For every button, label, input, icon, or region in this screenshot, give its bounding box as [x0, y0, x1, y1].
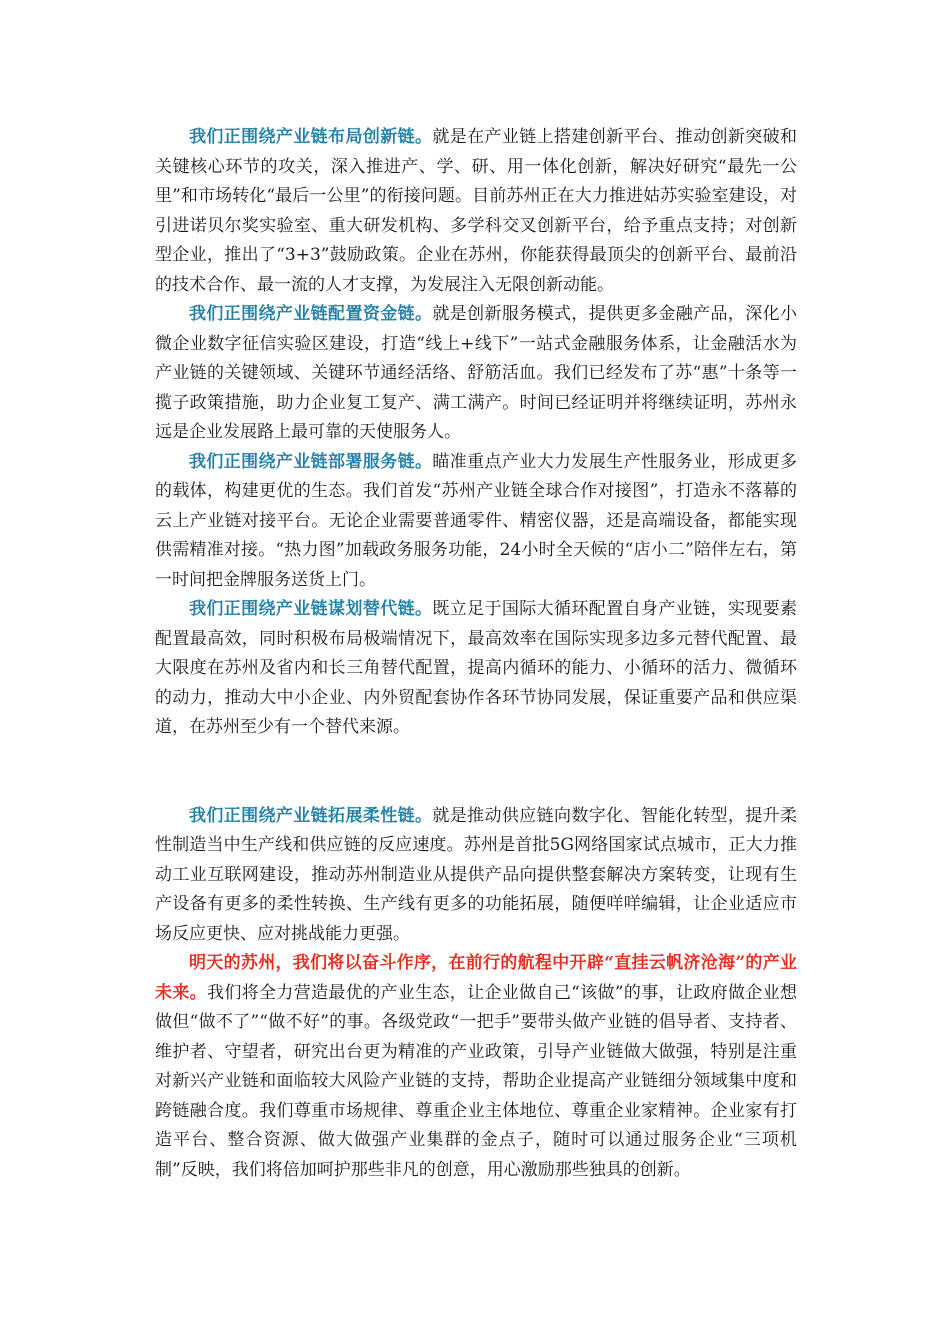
paragraph-flexible-chain [155, 802, 797, 950]
paragraph-body: 既立足于国际大循环配置自身产业链，实现要素配置最高效，同时积极布局极端情况下，最高效率在国际实现多边多元替代配置、最大限度在苏州及省内和长三角替代配置，提高内循环的能力、小循环的活力、微循环的动力，推动大中小企业、内外贸配套协作各环节协同发展，保证重要产品和供应渠道，在苏州至少有一个替代来源。 [155, 599, 798, 737]
paragraph-lead: 我们正围绕产业链布局创新链。 [189, 127, 433, 147]
paragraph-body: 就是在产业链上搭建创新平台、推动创新突破和关键核心环节的攻关，深入推进产、学、研、用一体化创新，解决好研究“最先一公里”和市场转化“最后一公里”的衔接问题。目前苏州正在大力推进姑苏实验室建设，对引进诺贝尔奖实验室、重大研发机构、多学科交叉创新平台，给予重点支持；对创新型企业，推出了“3+3”鼓励政策。企业在苏州，你能获得最顶尖的创新平台、最前沿的技术合作、最一流的人才支撑，为发展注入无限创新动能。 [155, 127, 798, 295]
paragraph-body: 就是创新服务模式，提供更多金融产品，深化小微企业数字征信实验区建设，打造“线上+线下”一站式金融服务体系，让金融活水为产业链的关键领域、关键环节通经活络、舒筋活血。我们已经发布了苏“惠”十条等一揽子政策措施，助力企业复工复产、满工满产。时间已经证明并将继续证明，苏州永远是企业发展路上最可靠的天使服务人。 [155, 304, 798, 442]
paragraph-lead: 明天的苏州，我们将以奋斗作序，在前行的航程中开辟“直挂云帆济沧海”的产业未来。 [155, 953, 797, 1003]
document-page [155, 123, 797, 1185]
paragraph-innovation-chain [155, 123, 797, 300]
paragraph-future-suzhou [155, 949, 797, 1185]
paragraph-lead: 我们正围绕产业链配置资金链。 [189, 304, 433, 324]
paragraph-body: 瞄准重点产业大力发展生产性服务业，形成更多的载体，构建更优的生态。我们首发“苏州产业链全球合作对接图”，打造永不落幕的云上产业链对接平台。无论企业需要普通零件、精密仪器，还是高端设备，都能实现供需精准对接。“热力图”加载政务服务功能，24小时全天候的“店小二”陪伴左右，第一时间把金牌服务送货上门。 [155, 451, 798, 590]
paragraph-lead: 我们正围绕产业链部署服务链。 [189, 451, 433, 472]
paragraph-service-chain [155, 448, 797, 596]
paragraph-substitute-chain [155, 595, 797, 743]
paragraph-body: 我们将全力营造最优的产业生态，让企业做自己“该做”的事，让政府做企业想做但“做不了”“做不好”的事。各级党政“一把手”要带头做产业链的倡导者、支持者、维护者、守望者，研究出台更为精准的产业政策，引导产业链做大做强，特别是注重对新兴产业链和面临较大风险产业链的支持，帮助企业提高产业链细分领域集中度和跨链融合度。我们尊重市场规律、尊重企业主体地位、尊重企业家精神。企业家有打造平台、整合资源、做大做强产业集群的金点子，随时可以通过服务企业“三项机制”反映，我们将倍加呵护那些非凡的创意，用心激励那些独具的创新。 [155, 982, 797, 1180]
paragraph-lead: 我们正围绕产业链谋划替代链。 [189, 599, 433, 619]
paragraph-lead: 我们正围绕产业链拓展柔性链。 [189, 805, 433, 826]
paragraph-capital-chain [155, 300, 797, 448]
paragraph-body: 就是推动供应链向数字化、智能化转型，提升柔性制造当中生产线和供应链的反应速度。苏州是首批5G网络国家试点城市，正大力推动工业互联网建设，推动苏州制造业从提供产品向提供整套解决方案转变，让现有生产设备有更多的柔性转换、生产线有更多的功能拓展，随便咩咩编辑，让企业适应市场反应更快、应对挑战能力更强。 [155, 805, 798, 944]
